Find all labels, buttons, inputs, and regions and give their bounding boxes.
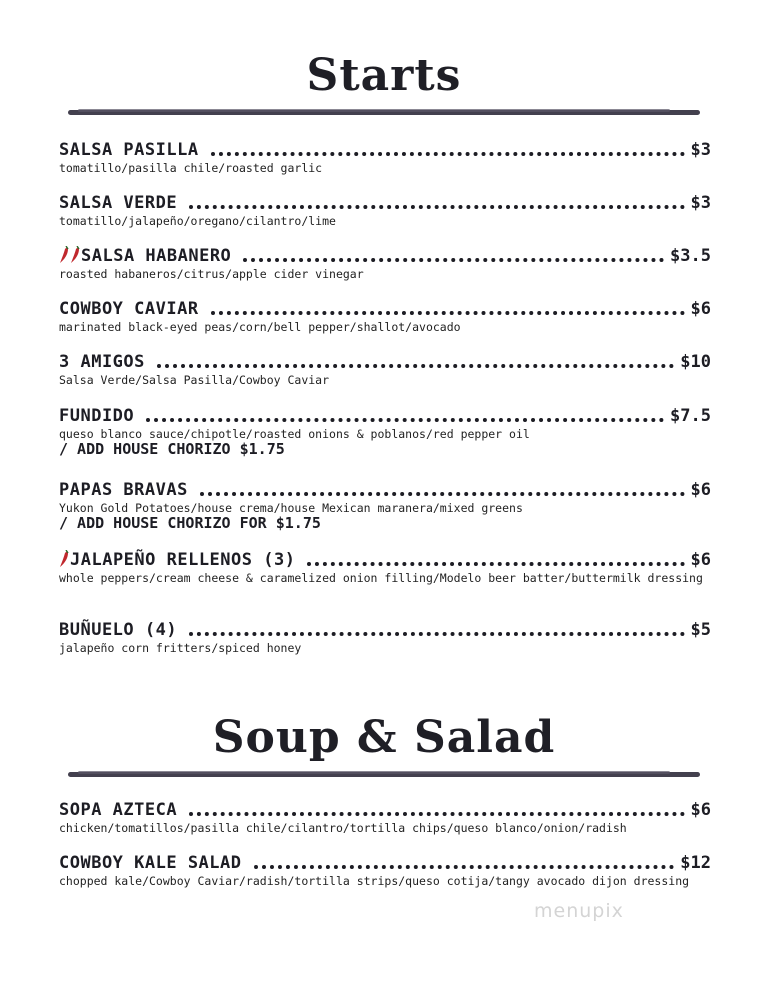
- chili-pepper-icon: [59, 246, 69, 264]
- item-price: $12: [680, 853, 711, 873]
- item-price: $7.5: [670, 406, 711, 426]
- menu-item-bunuelo: [59, 620, 711, 655]
- menu-item-fundido: [59, 406, 711, 458]
- item-description: roasted habaneros/citrus/apple cider vinegar: [59, 267, 364, 281]
- item-price: $6: [690, 480, 711, 500]
- section-title-starts: Starts: [306, 50, 462, 101]
- item-price: $3.5: [670, 246, 711, 266]
- dot-leader: [211, 310, 685, 315]
- item-price: $3: [690, 140, 711, 160]
- dot-leader: [189, 631, 684, 636]
- item-price: $10: [680, 352, 711, 372]
- item-addon: / ADD HOUSE CHORIZO FOR $1.75: [59, 514, 321, 532]
- item-description: chicken/tomatillos/pasilla chile/cilantro/tortilla chips/queso blanco/onion/radish: [59, 821, 627, 835]
- item-description: tomatillo/jalapeño/oregano/cilantro/lime: [59, 214, 336, 228]
- item-name: FUNDIDO: [59, 406, 135, 426]
- dot-leader: [211, 151, 685, 156]
- item-price: $3: [690, 193, 711, 213]
- item-name-with-heat: [59, 246, 231, 266]
- item-description: queso blanco sauce/chipotle/roasted onions & poblanos/red pepper oil: [59, 427, 530, 441]
- menu-item-salsa-verde: [59, 193, 711, 228]
- menu-item-3-amigos: [59, 352, 711, 387]
- dot-leader: [157, 363, 674, 368]
- section-title-soup-salad: Soup & Salad: [212, 712, 556, 763]
- item-description: tomatillo/pasilla chile/roasted garlic: [59, 161, 323, 175]
- item-description: jalapeño corn fritters/spiced honey: [59, 641, 302, 655]
- menu-item-cowboy-kale-salad: [59, 853, 711, 888]
- item-name: SALSA VERDE: [59, 193, 178, 213]
- item-addon: / ADD HOUSE CHORIZO $1.75: [59, 440, 285, 458]
- item-name: 3 AMIGOS: [59, 352, 145, 372]
- menu-item-jalapeno-rellenos: [59, 550, 711, 585]
- item-price: $6: [690, 550, 711, 570]
- item-name: COWBOY CAVIAR: [59, 299, 199, 319]
- item-price: $6: [690, 299, 711, 319]
- item-name: SOPA AZTECA: [59, 800, 178, 820]
- dot-leader: [243, 257, 664, 262]
- item-price: $5: [690, 620, 711, 640]
- section-divider: [68, 772, 700, 777]
- item-name: SALSA HABANERO: [81, 246, 232, 266]
- item-description: marinated black-eyed peas/corn/bell pepper/shallot/avocado: [59, 320, 461, 334]
- item-description: Yukon Gold Potatoes/house crema/house Mexican maranera/mixed greens: [59, 501, 523, 515]
- item-description: chopped kale/Cowboy Caviar/radish/tortilla strips/queso cotija/tangy avocado dijon dressing: [59, 874, 690, 888]
- item-name: SALSA PASILLA: [59, 140, 199, 160]
- item-description: whole peppers/cream cheese & caramelized onion filling/Modelo beer batter/buttermilk dressing: [59, 571, 703, 585]
- menu-item-cowboy-caviar: [59, 299, 711, 334]
- menu-item-salsa-habanero: [59, 246, 711, 281]
- item-price: $6: [690, 800, 711, 820]
- menupix-watermark: menupix: [534, 900, 624, 922]
- dot-leader: [189, 811, 684, 816]
- dot-leader: [189, 204, 684, 209]
- menu-item-salsa-pasilla: [59, 140, 711, 175]
- dot-leader: [307, 561, 684, 566]
- dot-leader: [146, 417, 664, 422]
- dot-leader: [254, 864, 675, 869]
- item-description: Salsa Verde/Salsa Pasilla/Cowboy Caviar: [59, 373, 330, 387]
- item-name-with-heat: [59, 550, 295, 570]
- item-name: JALAPEÑO RELLENOS (3): [70, 550, 296, 570]
- section-divider: [68, 110, 700, 115]
- chili-pepper-icon: [70, 246, 80, 264]
- dot-leader: [200, 491, 685, 496]
- menu-item-sopa-azteca: [59, 800, 711, 835]
- item-name: PAPAS BRAVAS: [59, 480, 188, 500]
- menu-item-papas-bravas: [59, 480, 711, 532]
- chili-pepper-icon: [59, 550, 69, 568]
- item-name: COWBOY KALE SALAD: [59, 853, 242, 873]
- item-name: BUÑUELO (4): [59, 620, 178, 640]
